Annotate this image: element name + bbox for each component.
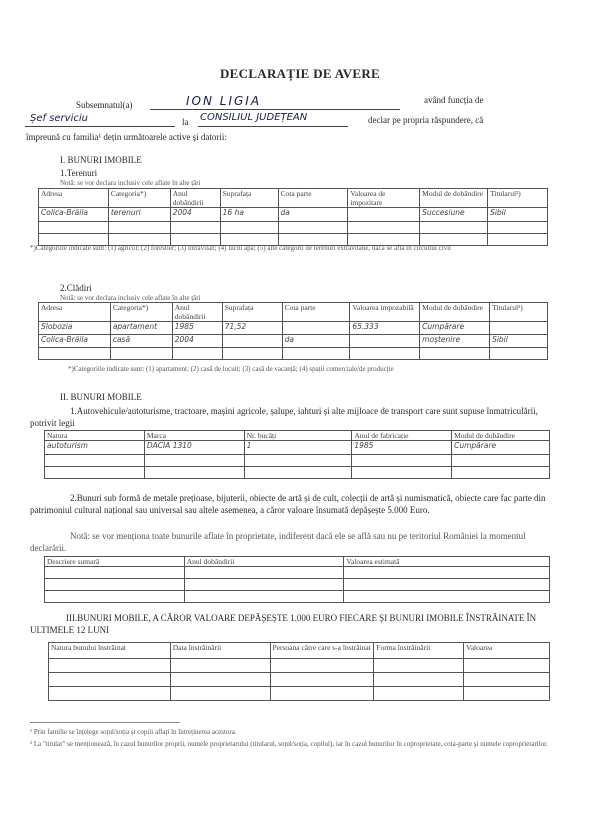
col-header: Adresa	[39, 303, 111, 322]
terenuri-note: Notă: se vor declara inclusiv cele aflate în alte țări	[60, 179, 201, 187]
footnote-2: ² La "titular" se menționează, în cazul bunurilor proprii, numele proprietarului (titularul, soțul/soția, copilul), iar în cazul bunurilor în coproprietate, cota-parte și numele coproprietarilor.	[30, 740, 548, 748]
col-header: Valoarea	[464, 643, 550, 659]
avand-functia-label: având funcția de	[424, 95, 484, 105]
table-row	[45, 579, 550, 591]
metale-text: 2.Bunuri sub formă de metale prețioase, bijuterii, obiecte de artă și de cult, colecții de artă și numismatică, obiecte care fac parte din patrimoniul cultural național sau universal sau altele asemenea, a căror valoare însumată depășește 5.000 Euro.	[30, 493, 546, 516]
col-header: Suprafața	[220, 189, 278, 208]
cell: Succesiune	[420, 208, 488, 222]
col-header: Marca	[144, 431, 244, 441]
col-header: Valoarea estimată	[344, 557, 550, 567]
col-header: Anul dobândirii	[170, 189, 220, 208]
function-value: Șef serviciu	[30, 113, 88, 124]
auto-text: 1.Autovehicule/autoturisme, tractoare, mașini agricole, șalupe, iahturi și alte mijloace de transport care sunt supuse înmatriculării, potrivit legii	[30, 406, 538, 429]
cell: 1985	[172, 322, 222, 335]
page-title: DECLARAȚIE DE AVERE	[219, 66, 381, 81]
cell: 1985	[352, 441, 452, 455]
terenuri-table	[38, 188, 548, 246]
col-header: Anul dobândirii	[172, 303, 222, 322]
cell: 2004	[172, 335, 222, 348]
cell	[222, 335, 282, 348]
col-header: Persoana către care s-a înstrăinat	[270, 643, 374, 659]
table-row	[49, 673, 550, 687]
table-row	[39, 322, 548, 335]
footnote-1: ¹ Prin familie se înțelege soțul/soția și copiii aflați în întreținerea acestora.	[30, 728, 237, 736]
col-header: Adresa	[39, 189, 109, 208]
metale-header-row	[45, 557, 550, 567]
col-header: Cota parte	[278, 189, 348, 208]
table-row	[45, 467, 550, 479]
col-header: Nr. bucăți	[244, 431, 352, 441]
col-header: Forma înstrăinării	[374, 643, 464, 659]
metale-note: Notă: se vor menționa toate bunurile aflate în proprietate, indiferent dacă ele se află sau nu pe teritoriul României la momentul declarării.	[30, 531, 526, 554]
instrainate-table	[48, 642, 550, 701]
col-header: Categoria*)	[108, 189, 170, 208]
cell: moștenire	[420, 335, 490, 348]
terenuri-header-row	[39, 189, 548, 208]
metale-table	[44, 556, 550, 603]
col-header: Descriere sumară	[45, 557, 185, 567]
col-header: Modul de dobândire	[420, 303, 490, 322]
cladiri-table	[38, 302, 548, 360]
declar-label: declar pe propria răspundere, că	[368, 115, 484, 125]
cell	[350, 335, 420, 348]
col-header: Anul de fabricație	[352, 431, 452, 441]
section3-heading: III.BUNURI MOBILE, A CĂROR VALOARE DEPĂȘEȘTE 1.000 EURO FIECARE ȘI BUNURI IMOBILE ÎNSTRĂINATE ÎN ULTIMELE 12 LUNI	[30, 613, 537, 635]
cell: Sibil	[488, 208, 548, 222]
col-header: Valoarea impozabilă	[350, 303, 420, 322]
cell: Colica-Bräila	[39, 208, 109, 222]
col-header: Anul dobândirii	[184, 557, 344, 567]
cell: da	[282, 335, 350, 348]
cell: 1	[244, 441, 352, 455]
cell: Sibil	[490, 335, 548, 348]
table-row	[45, 567, 550, 579]
col-header: Valoarea de impozitare	[348, 189, 420, 208]
cell: Cumpărare	[420, 322, 490, 335]
cell: 71,52	[222, 322, 282, 335]
instrainate-header-row	[49, 643, 550, 659]
auto-table	[44, 430, 550, 479]
col-header: Categoria*)	[110, 303, 172, 322]
cell	[490, 322, 548, 335]
cell: da	[278, 208, 348, 222]
table-row	[49, 659, 550, 673]
cladiri-footnote: *)Categoriile indicate sunt: (1) apartament; (2) casă de locuit; (3) casă de vacanță; (4) spații comerciale/de producție	[68, 365, 394, 373]
terenuri-footnote: *)Categoriile indicate sunt: (1) agricol; (2) forestier; (3) intravilan; (4) luciu apă; (5) alte categorii de terenuri extravilane, dacă se află în circuitul civil	[30, 244, 451, 252]
institution-value: CONSILIUL JUDEȚEAN	[200, 112, 308, 123]
col-header: Modul de dobândire	[420, 189, 488, 208]
section2-heading: II. BUNURI MOBILE	[60, 392, 142, 402]
terenuri-heading: 1.Terenuri	[60, 168, 98, 178]
cladiri-header-row	[39, 303, 548, 322]
cell: Colica-Bräila	[39, 335, 111, 348]
cell: casă	[110, 335, 172, 348]
col-header: Modul de dobândire	[452, 431, 550, 441]
table-row	[49, 687, 550, 701]
col-header: Titularul²)	[488, 189, 548, 208]
cell: 2004	[170, 208, 220, 222]
cell: Cumpărare	[452, 441, 550, 455]
cell	[282, 322, 350, 335]
cell: Slobozia	[39, 322, 111, 335]
table-row	[39, 208, 548, 222]
table-row	[45, 591, 550, 603]
col-header: Natura	[45, 431, 145, 441]
col-header: Titularul²)	[490, 303, 548, 322]
cladiri-note: Notă: se vor declara inclusiv cele aflate în alte țări	[60, 294, 201, 302]
table-row	[45, 441, 550, 455]
cell: 65.333	[350, 322, 420, 335]
col-header: Cota parte	[282, 303, 350, 322]
subsemnatul-label: Subsemnatul(a)	[76, 100, 133, 110]
table-row	[39, 222, 548, 234]
cell: terenuri	[108, 208, 170, 222]
table-row	[39, 335, 548, 348]
declarant-name: ION LIGIA	[186, 94, 262, 108]
cladiri-heading: 2.Clădiri	[60, 283, 92, 293]
section1-heading: I. BUNURI IMOBILE	[60, 155, 142, 165]
cell: autoturism	[45, 441, 145, 455]
la-label: la	[182, 117, 189, 127]
table-row	[39, 348, 548, 360]
cell: apartament	[110, 322, 172, 335]
col-header: Suprafața	[222, 303, 282, 322]
intro-line3: împreună cu familia¹ dețin următoarele active și datorii:	[26, 132, 227, 142]
table-row	[45, 455, 550, 467]
cell: DACIA 1310	[144, 441, 244, 455]
auto-header-row	[45, 431, 550, 441]
col-header: Data înstrăinării	[170, 643, 270, 659]
cell: 16 ha	[220, 208, 278, 222]
col-header: Natura bunului înstrăinat	[49, 643, 171, 659]
cell	[348, 208, 420, 222]
